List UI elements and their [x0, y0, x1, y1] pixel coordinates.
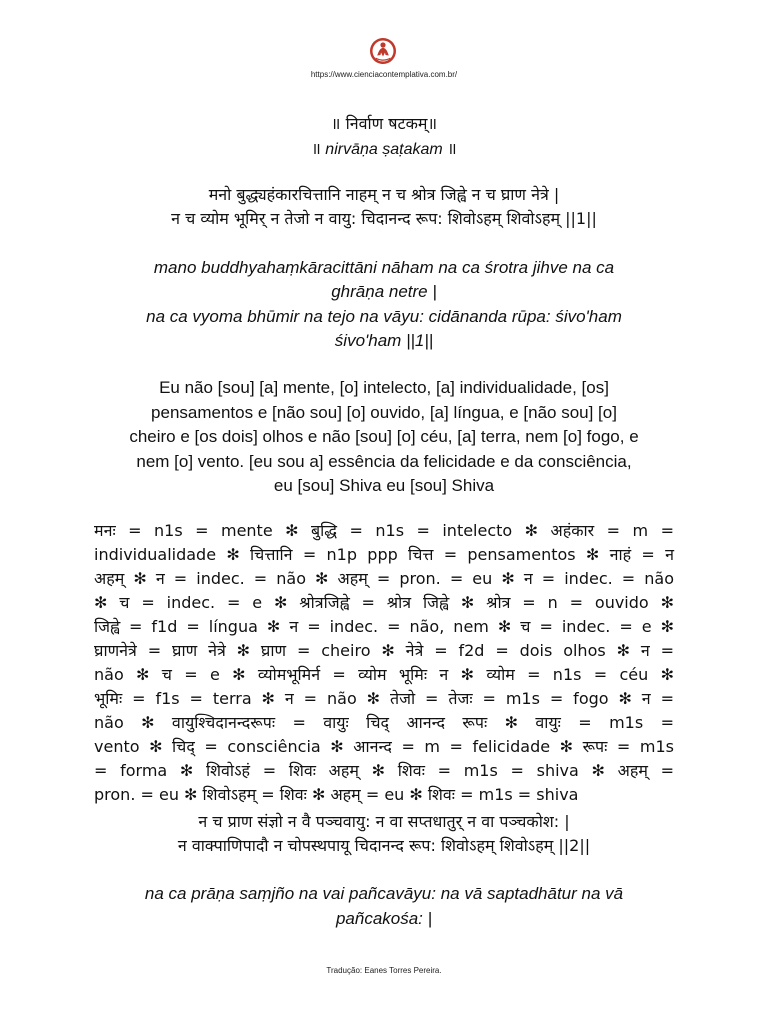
title-roman-text: nirvāṇa ṣaṭakam: [325, 141, 443, 158]
verse2-roman-line: na ca prāṇa saṃjño na vai pañcavāyu: na vā saptadhātur na vā: [144, 884, 624, 903]
verse1-translation-line: nem [o] vento. [eu sou a] essência da felicidade e da consciência,: [136, 452, 632, 471]
glossary-line: जिह्वे = f1d = língua ✻ न = indec. = não, nem ✻ च = indec. = e ✻: [94, 617, 674, 636]
verse1-translation-line: cheiro e [os dois] olhos e não [sou] [o] céu, [a] terra, nem [o] fogo, e: [129, 427, 639, 446]
glossary-line: não ✻ च = e ✻ व्योमभूमिर्न = व्योम भूमिः न ✻ व्योम = n1s = céu ✻: [94, 665, 674, 684]
verse1-translation-line: pensamentos e [não sou] [o] ouvido, [a] língua, e [não sou] [o]: [151, 403, 617, 422]
glossary-line: घ्राणनेत्रे = घ्राण नेत्रे ✻ घ्राण = cheiro ✻ नेत्रे = f2d = dois olhos ✻ न =: [94, 641, 674, 660]
title-close-mark: ॥: [447, 141, 457, 158]
verse1-roman-line: ghrāṇa netre |: [331, 282, 437, 301]
verse1-devanagari-line: न च व्योम भूमिर् न तेजो न वायु: चिदानन्द रूप: शिवोऽहम् शिवोऽहम् ||1||: [171, 209, 597, 228]
title-romanized: [0, 137, 768, 159]
verse1-roman-line: na ca vyoma bhūmir na tejo na vāyu: cidānanda rūpa: śivo'ham: [146, 307, 622, 326]
glossary-line: vento ✻ चिद् = consciência ✻ आनन्द = m = felicidade ✻ रूपः = m1s: [94, 737, 674, 756]
site-logo: [369, 37, 397, 65]
verse1-translation-line: Eu não [sou] [a] mente, [o] intelecto, [a] individualidade, [os]: [159, 378, 609, 397]
glossary-line: não ✻ वायुश्चिदानन्दरूपः = वायुः चिद् आनन्द रूपः ✻ वायुः = m1s =: [94, 713, 674, 732]
verse1-roman-line: śivo'ham ||1||: [334, 331, 434, 350]
verse2-devanagari-line: न वाक्पाणिपादौ न चोपस्थपायू चिदानन्द रूप: शिवोऽहम् शिवोऽहम् ||2||: [177, 836, 591, 855]
verse2-devanagari-line: न च प्राण संज्ञो न वै पञ्चवायु: न वा सप्तधातुर् न वा पञ्चकोश: |: [198, 812, 570, 831]
meditation-figure-icon: [369, 37, 397, 65]
glossary-line: भूमिः = f1s = terra ✻ न = não ✻ तेजो = तेजः = m1s = fogo ✻ न =: [94, 689, 674, 708]
verse1-translation-line: eu [sou] Shiva eu [sou] Shiva: [273, 476, 495, 495]
glossary-line: अहम् ✻ न = indec. = não ✻ अहम् = pron. = eu ✻ न = indec. = não: [94, 569, 674, 588]
title-open-mark: ॥: [311, 141, 321, 158]
verse1-glossary: [94, 519, 674, 807]
site-url-link[interactable]: https://www.cienciacontemplativa.com.br/: [310, 70, 458, 79]
verse1-devanagari-line: मनो बुद्ध्यहंकारचित्तानि नाहम् न च श्रोत्र जिह्वे न च घ्राण नेत्रे |: [208, 185, 560, 204]
translation-credit: Tradução: Eanes Torres Pereira.: [326, 966, 442, 975]
glossary-line: pron. = eu ✻ शिवोऽहम् = शिवः ✻ अहम् = eu ✻ शिवः = m1s = shiva: [94, 785, 579, 804]
glossary-line: = forma ✻ शिवोऽहं = शिवः अहम् ✻ शिवः = m1s = shiva ✻ अहम् =: [94, 761, 674, 780]
verse1-roman-line: mano buddhyahaṃkāracittāni nāham na ca śrotra jihve na ca: [153, 258, 615, 277]
glossary-line: मनः = n1s = mente ✻ बुद्धि = n1s = intelecto ✻ अहंकार = m =: [94, 521, 674, 540]
verse2-roman-line: pañcakośa: |: [335, 909, 433, 928]
glossary-line: ✻ च = indec. = e ✻ श्रोत्रजिह्वे = श्रोत्र जिह्वे ✻ श्रोत्र = n = ouvido ✻: [94, 593, 674, 612]
glossary-line: individualidade ✻ चित्तानि = n1p ppp चित्त = pensamentos ✻ नाहं = न: [94, 545, 674, 564]
title-devanagari: ॥ निर्वाण षटकम्॥: [330, 114, 438, 133]
